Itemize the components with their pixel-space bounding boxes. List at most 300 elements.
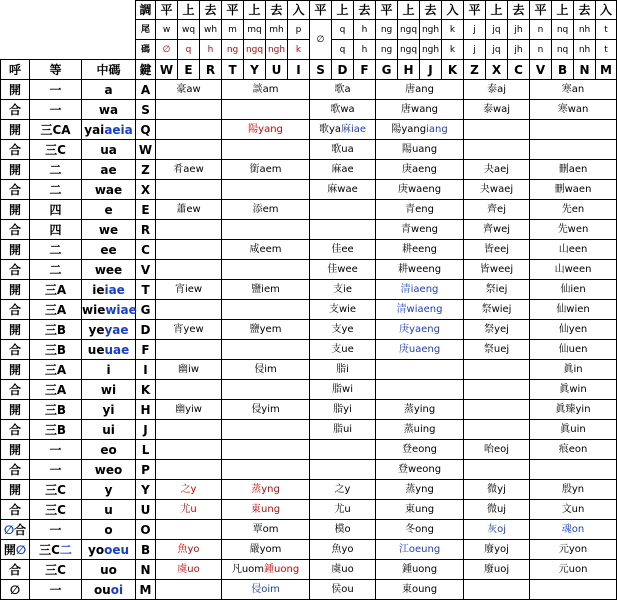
rhyme-cell [310, 540, 376, 560]
rhyme-text: 模o [334, 523, 351, 535]
rhyme-cell [530, 100, 617, 120]
hu-label: 開 [8, 322, 21, 337]
key-cell [136, 560, 156, 580]
tone-key-letter: C [514, 62, 523, 77]
key-letter: B [140, 542, 151, 557]
hu-cell [1, 300, 30, 320]
rhyme-cell [530, 140, 617, 160]
ending-header [266, 20, 288, 40]
ending-header [442, 20, 464, 40]
rhyme-cell [310, 520, 376, 540]
tone-key-letter: U [271, 62, 282, 77]
rhyme-text: 仙yen [558, 323, 588, 335]
rhyme-text: 清wiaeng [396, 303, 443, 315]
deng-label: 四 [49, 222, 62, 237]
rhyme-text: 脂ui [332, 423, 353, 435]
tone-header [310, 1, 332, 20]
ending-code-label: q [339, 44, 346, 55]
tone-key [464, 60, 486, 80]
ending-code [222, 40, 244, 60]
table-row [1, 340, 617, 360]
key-letter: G [140, 302, 151, 317]
rhyme-cell [464, 500, 530, 520]
key-letter: L [141, 442, 150, 457]
deng-cell [30, 260, 82, 280]
rhyme-code: ae [100, 162, 117, 177]
tone-header [288, 1, 310, 20]
rhyme-cell [156, 320, 222, 340]
ending-code-label: ng [226, 44, 239, 55]
key-letter: J [143, 422, 148, 437]
rhyme-cell [464, 400, 530, 420]
ending-code-label: nh [578, 44, 591, 55]
rhyme-cell [464, 340, 530, 360]
hu-cell [1, 420, 30, 440]
key-cell [136, 280, 156, 300]
tone-key [398, 60, 420, 80]
ending-null-cell [310, 20, 332, 60]
key-letter: T [141, 282, 150, 297]
table-row [1, 440, 617, 460]
tone-header [156, 1, 178, 20]
rhyme-cell [156, 100, 222, 120]
hu-label: 開 [8, 482, 21, 497]
ending-code-label: ngq [245, 44, 264, 55]
rhyme-cell [530, 580, 617, 600]
rhyme-text: 仙uen [558, 343, 588, 355]
key-cell [136, 460, 156, 480]
deng-cell [30, 300, 82, 320]
rhyme-cell [222, 460, 310, 480]
tone-label: 入 [600, 3, 613, 17]
rhyme-code-cell [82, 160, 136, 180]
ending-header [354, 20, 376, 40]
deng-label: 三A [44, 382, 67, 397]
rhyme-text: 蒸uing [403, 423, 436, 435]
ending-code [156, 40, 178, 60]
key-cell [136, 300, 156, 320]
rhyme-cell [156, 280, 222, 300]
rhyme-cell [222, 240, 310, 260]
rhyme-cell [222, 100, 310, 120]
rhyme-code-cell [82, 500, 136, 520]
rhyme-cell [310, 200, 376, 220]
rhyme-cell [156, 240, 222, 260]
hu-label: 開 [8, 242, 21, 257]
rhyme-text: 凡uom [231, 563, 265, 575]
rhyme-cell [376, 540, 464, 560]
key-letter: W [138, 142, 153, 157]
rhyme-text: 歌a [334, 83, 351, 95]
tone-header [266, 1, 288, 20]
ending-label: ng [380, 24, 393, 35]
rhyme-text: 魂on [561, 523, 585, 535]
deng-cell [30, 480, 82, 500]
ending-code-label: nq [556, 44, 569, 55]
rhyme-cell [222, 400, 310, 420]
tone-key-letter: N [579, 62, 590, 77]
tone-key-letter: R [205, 62, 216, 77]
ending-axis-label: 尾 [141, 24, 151, 35]
tone-key [200, 60, 222, 80]
tone-key [442, 60, 464, 80]
key-cell [136, 100, 156, 120]
rhyme-cell [222, 180, 310, 200]
tone-key [574, 60, 596, 80]
rhyme-text: 齊wej [482, 223, 511, 235]
table-row [1, 460, 617, 480]
rhyme-cell [376, 80, 464, 100]
tone-header [464, 1, 486, 20]
key-letter: O [140, 522, 151, 537]
rhyme-cell [464, 240, 530, 260]
rhyme-text: 支ie [333, 283, 352, 295]
rhyme-cell [376, 440, 464, 460]
ending-label: w [162, 24, 171, 35]
rhyme-cell [464, 260, 530, 280]
key-letter: U [140, 502, 151, 517]
rhyme-cell [310, 380, 376, 400]
rhyme-cell [222, 520, 310, 540]
rhyme-code-cell [82, 260, 136, 280]
key-letter: I [143, 362, 148, 377]
ending-code [508, 40, 530, 60]
ending-code-label: ng [380, 44, 393, 55]
tone-key-letter: E [184, 62, 193, 77]
table-row [1, 140, 617, 160]
tone-key [332, 60, 354, 80]
ending-code-label: ngq [399, 44, 418, 55]
hu-label: 開 [8, 202, 21, 217]
rhyme-text: 刪waen [554, 183, 592, 195]
deng-cell [30, 320, 82, 340]
rhyme-code: iae [104, 282, 125, 297]
rhyme-code-cell [82, 580, 136, 600]
rhyme-code: we [98, 222, 119, 237]
rhyme-text: 眞臻yin [555, 403, 591, 415]
rhyme-code-cell [82, 420, 136, 440]
rhyme-code: yi [102, 402, 115, 417]
rhyme-code: i [106, 362, 111, 377]
hu-label: ∅ [3, 522, 15, 537]
rhyme-text: 仙wien [556, 303, 590, 315]
ending-code [552, 40, 574, 60]
tone-key [354, 60, 376, 80]
rhyme-text: 肴aew [173, 163, 204, 175]
rhyme-code-cell [82, 400, 136, 420]
tone-header [508, 1, 530, 20]
rhyme-text: 支ye [331, 323, 354, 335]
rhyme-text: 祭yej [484, 323, 509, 335]
hu-label: 開 [3, 542, 16, 557]
deng-label: 三A [44, 362, 67, 377]
rhyme-cell [530, 340, 617, 360]
tone-key-letter: H [403, 62, 414, 77]
ending-code [574, 40, 596, 60]
key-letter: A [140, 82, 151, 97]
key-cell [136, 480, 156, 500]
rhyme-text: 虞uo [331, 563, 354, 575]
key-cell [136, 160, 156, 180]
rhyme-cell [222, 560, 310, 580]
rhyme-cell [376, 160, 464, 180]
rhyme-cell [222, 200, 310, 220]
table-row [1, 580, 617, 600]
vertical-label-tone [136, 1, 156, 20]
tone-key-letter: W [159, 62, 174, 77]
rhyme-text: 祭wiej [481, 303, 512, 315]
rhyme-cell [464, 540, 530, 560]
rhyme-text: 蒸ying [403, 403, 436, 415]
rhyme-code: uo [100, 562, 117, 577]
rhyme-text: 皆weej [479, 263, 514, 275]
key-letter: H [140, 402, 151, 417]
deng-cell [30, 540, 82, 560]
tone-header [200, 1, 222, 20]
hu-label: 開 [8, 362, 21, 377]
ending-header [508, 20, 530, 40]
deng-label: 一 [49, 462, 62, 477]
rhyme-text: 廢uoj [483, 563, 510, 575]
rhyme-cell [222, 540, 310, 560]
rhyme-code: wee [94, 262, 123, 277]
tone-axis-label: 調 [139, 3, 152, 17]
ending-code-label: q [185, 44, 192, 55]
rhyme-code: yae [104, 322, 129, 337]
rhyme-cell [310, 80, 376, 100]
table-row [1, 300, 617, 320]
ending-code [266, 40, 288, 60]
ending-header [420, 20, 442, 40]
deng-cell [30, 440, 82, 460]
rhyme-text: 寒an [561, 83, 585, 95]
rhyme-text: 先en [561, 203, 585, 215]
rhyme-cell [464, 180, 530, 200]
rhyme-text: 咸eem [249, 243, 282, 255]
hu-label: 合 [8, 262, 21, 277]
key-letter: F [141, 342, 150, 357]
rhyme-text: 蒸yng [251, 483, 280, 495]
rhyme-code: y [104, 482, 113, 497]
hu-label: 開 [8, 122, 21, 137]
ending-code [486, 40, 508, 60]
ending-code [178, 40, 200, 60]
rhyme-cell [222, 480, 310, 500]
null-code-symbol: ∅ [162, 44, 171, 55]
hu-cell [1, 180, 30, 200]
tone-header [420, 1, 442, 20]
rhyme-text: 尤u [180, 503, 197, 515]
rhyme-code: weo [94, 462, 123, 477]
rhyme-text: 元uon [558, 563, 588, 575]
tone-key [552, 60, 574, 80]
rhyme-cell [530, 160, 617, 180]
ending-code [464, 40, 486, 60]
tone-header [442, 1, 464, 20]
ending-label: p [295, 24, 302, 35]
column-header-label: 中碼 [96, 62, 121, 77]
ending-label: wh [203, 24, 218, 35]
rhyme-cell [530, 280, 617, 300]
rhyme-text: 麻wae [327, 183, 358, 195]
rhyme-code: wae [94, 182, 123, 197]
deng-label: 二 [59, 542, 72, 557]
rhyme-code-cell [82, 200, 136, 220]
rhyme-cell [156, 120, 222, 140]
rhyme-code: aeia [104, 122, 133, 137]
rhyme-cell [530, 320, 617, 340]
rhyme-text: 歌ya [318, 123, 342, 135]
rhyme-cell [222, 580, 310, 600]
rhyme-code-cell [82, 360, 136, 380]
ending-label: j [473, 24, 476, 35]
key-cell [136, 240, 156, 260]
key-letter: Z [141, 162, 150, 177]
rhyme-cell [310, 400, 376, 420]
tone-label: 去 [424, 3, 437, 17]
rhyme-code: oi [110, 582, 124, 597]
hu-cell [1, 260, 30, 280]
deng-label: 二 [49, 162, 62, 177]
rhyme-cell [376, 460, 464, 480]
tone-key [596, 60, 617, 80]
rhyme-cell [530, 400, 617, 420]
rhyme-code-cell [82, 460, 136, 480]
rhyme-cell [310, 480, 376, 500]
key-letter: N [140, 562, 151, 577]
rhyme-cell [464, 160, 530, 180]
deng-cell [30, 140, 82, 160]
vertical-label-key [136, 60, 156, 80]
rhyme-text: 支ue [331, 343, 354, 355]
rhyme-text: 廢yoj [484, 543, 509, 555]
rhyme-text: 祭iej [485, 283, 508, 295]
rhyme-cell [376, 180, 464, 200]
key-cell [136, 120, 156, 140]
rhyme-cell [310, 440, 376, 460]
hu-label: 開 [8, 82, 21, 97]
rhyme-text: 登eong [402, 443, 438, 455]
rhyme-cell [310, 460, 376, 480]
rhyme-text: 微yj [487, 483, 506, 495]
ending-code [596, 40, 617, 60]
key-letter: R [140, 222, 151, 237]
rhyme-cell [222, 80, 310, 100]
rhyme-code: o [104, 522, 113, 537]
table-row [1, 240, 617, 260]
rhyme-code-cell [82, 480, 136, 500]
rhyme-cell [376, 260, 464, 280]
hu-cell [1, 280, 30, 300]
rhyme-cell [310, 140, 376, 160]
tone-header [178, 1, 200, 20]
key-cell [136, 420, 156, 440]
key-cell [136, 580, 156, 600]
rhyme-code-cell [82, 300, 136, 320]
ending-code-label: t [604, 44, 608, 55]
rhyme-code: wiae [105, 302, 137, 317]
rhyme-cell [530, 300, 617, 320]
rhyme-cell [464, 220, 530, 240]
key-letter: M [139, 582, 152, 597]
rhyme-text: 蕭ew [176, 203, 201, 215]
tone-header [398, 1, 420, 20]
rhyme-text: 宵iew [174, 283, 203, 295]
rhyme-cell [464, 300, 530, 320]
rhyme-code: u [104, 502, 113, 517]
rhyme-text: 陽yang [391, 123, 427, 135]
tone-key [222, 60, 244, 80]
tone-key [376, 60, 398, 80]
rhyme-cell [464, 360, 530, 380]
ending-code [288, 40, 310, 60]
rhyme-code: ue [87, 342, 105, 357]
ending-label: jq [492, 24, 501, 35]
rhyme-text: 侯ou [331, 583, 354, 595]
rhyme-code: eo [100, 442, 117, 457]
hu-cell [1, 200, 30, 220]
deng-cell [30, 360, 82, 380]
hu-label: 合 [8, 382, 21, 397]
ending-code-label: k [449, 44, 456, 55]
rhyme-code: yai [84, 122, 105, 137]
tone-header [354, 1, 376, 20]
ending-code-label: j [473, 44, 476, 55]
tone-label: 入 [446, 3, 459, 17]
rhyme-cell [222, 160, 310, 180]
rhyme-text: 祭uej [483, 343, 510, 355]
key-cell [136, 180, 156, 200]
table-row [1, 560, 617, 580]
tone-label: 平 [534, 3, 547, 17]
rhyme-code-cell [82, 100, 136, 120]
rhyme-code: wie [82, 302, 106, 317]
deng-label: 三C [45, 482, 66, 497]
rhyme-cell [310, 360, 376, 380]
tone-header [376, 1, 398, 20]
ending-header [244, 20, 266, 40]
hu-cell [1, 540, 30, 560]
ending-code [530, 40, 552, 60]
rhyme-text: 先wen [557, 223, 589, 235]
rhyme-cell [530, 560, 617, 580]
ending-header [200, 20, 222, 40]
deng-label: 一 [49, 582, 62, 597]
ending-header [596, 20, 617, 40]
ending-header [288, 20, 310, 40]
ending-label: ngq [399, 24, 418, 35]
tone-header [530, 1, 552, 20]
rhyme-cell [222, 500, 310, 520]
ending-label: ngh [421, 24, 440, 35]
rhyme-cell [222, 140, 310, 160]
rhyme-text: 鹽iem [251, 283, 280, 295]
rhyme-text: 侵oim [251, 583, 280, 595]
rhyme-cell [464, 80, 530, 100]
rhyme-text: 陽uang [401, 143, 438, 155]
rhyme-cell [310, 100, 376, 120]
tone-key-letter: Z [470, 62, 479, 77]
rhyme-text: 夬waej [479, 183, 514, 195]
rhyme-text: 微uj [486, 503, 507, 515]
deng-label: 一 [49, 82, 62, 97]
rhyme-text: 文un [561, 503, 585, 515]
rhyme-cell [156, 160, 222, 180]
key-letter: X [140, 182, 151, 197]
deng-label: 三B [44, 322, 67, 337]
tone-header [596, 1, 617, 20]
rhyme-cell [376, 400, 464, 420]
